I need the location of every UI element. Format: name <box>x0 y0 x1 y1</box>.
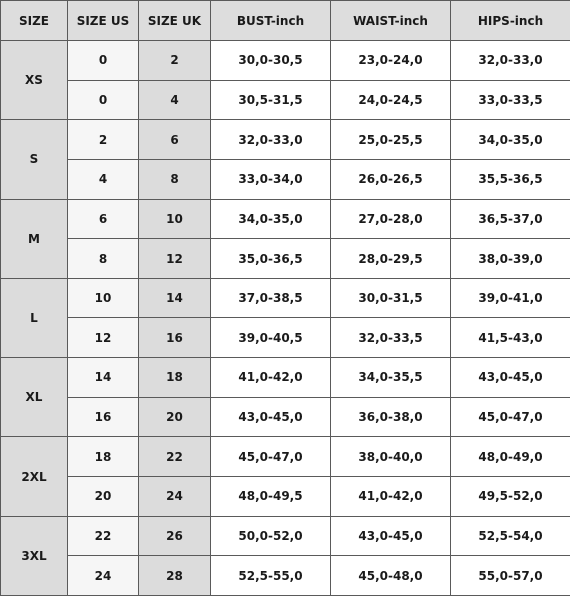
size-us-cell: 2 <box>68 120 139 160</box>
table-row <box>1 397 570 437</box>
waist-cell: 30,0-31,5 <box>331 278 451 318</box>
size-uk-cell: 20 <box>139 397 211 437</box>
header-waist: WAIST-inch <box>331 1 451 41</box>
bust-cell: 39,0-40,5 <box>211 318 331 358</box>
size-uk-cell: 12 <box>139 239 211 279</box>
hips-cell: 33,0-33,5 <box>451 80 570 120</box>
bust-cell: 32,0-33,0 <box>211 120 331 160</box>
size-label: 2XL <box>1 437 68 516</box>
hips-cell: 39,0-41,0 <box>451 278 570 318</box>
bust-cell: 30,5-31,5 <box>211 80 331 120</box>
size-label: XS <box>1 41 68 120</box>
waist-cell: 32,0-33,5 <box>331 318 451 358</box>
size-us-cell: 10 <box>68 278 139 318</box>
table-row <box>1 159 570 199</box>
size-us-cell: 4 <box>68 159 139 199</box>
size-us-cell: 20 <box>68 477 139 517</box>
table-row <box>1 358 570 398</box>
table-header <box>1 1 570 41</box>
size-label: S <box>1 120 68 199</box>
waist-cell: 41,0-42,0 <box>331 477 451 517</box>
size-uk-cell: 28 <box>139 556 211 596</box>
bust-cell: 34,0-35,0 <box>211 199 331 239</box>
size-uk-cell: 24 <box>139 477 211 517</box>
size-uk-cell: 2 <box>139 41 211 81</box>
table-row <box>1 120 570 160</box>
header-size-us: SIZE US <box>68 1 139 41</box>
size-us-cell: 18 <box>68 437 139 477</box>
hips-cell: 38,0-39,0 <box>451 239 570 279</box>
waist-cell: 27,0-28,0 <box>331 199 451 239</box>
waist-cell: 28,0-29,5 <box>331 239 451 279</box>
hips-cell: 32,0-33,0 <box>451 41 570 81</box>
header-size: SIZE <box>1 1 68 41</box>
size-us-cell: 24 <box>68 556 139 596</box>
header-size-uk: SIZE UK <box>139 1 211 41</box>
table-body <box>1 41 570 596</box>
waist-cell: 23,0-24,0 <box>331 41 451 81</box>
size-us-cell: 6 <box>68 199 139 239</box>
bust-cell: 50,0-52,0 <box>211 516 331 556</box>
table-row <box>1 239 570 279</box>
size-uk-cell: 8 <box>139 159 211 199</box>
size-us-cell: 14 <box>68 358 139 398</box>
bust-cell: 37,0-38,5 <box>211 278 331 318</box>
hips-cell: 36,5-37,0 <box>451 199 570 239</box>
waist-cell: 34,0-35,5 <box>331 358 451 398</box>
hips-cell: 43,0-45,0 <box>451 358 570 398</box>
table-row <box>1 278 570 318</box>
waist-cell: 43,0-45,0 <box>331 516 451 556</box>
size-uk-cell: 26 <box>139 516 211 556</box>
header-hips: HIPS-inch <box>451 1 570 41</box>
hips-cell: 41,5-43,0 <box>451 318 570 358</box>
waist-cell: 24,0-24,5 <box>331 80 451 120</box>
hips-cell: 34,0-35,0 <box>451 120 570 160</box>
header-bust: BUST-inch <box>211 1 331 41</box>
bust-cell: 30,0-30,5 <box>211 41 331 81</box>
header-row <box>1 1 570 41</box>
size-us-cell: 0 <box>68 41 139 81</box>
waist-cell: 45,0-48,0 <box>331 556 451 596</box>
size-uk-cell: 10 <box>139 199 211 239</box>
hips-cell: 48,0-49,0 <box>451 437 570 477</box>
bust-cell: 52,5-55,0 <box>211 556 331 596</box>
table-row <box>1 516 570 556</box>
table-row <box>1 556 570 596</box>
size-uk-cell: 22 <box>139 437 211 477</box>
bust-cell: 45,0-47,0 <box>211 437 331 477</box>
size-us-cell: 12 <box>68 318 139 358</box>
waist-cell: 25,0-25,5 <box>331 120 451 160</box>
table-row <box>1 477 570 517</box>
hips-cell: 52,5-54,0 <box>451 516 570 556</box>
table-row <box>1 199 570 239</box>
hips-cell: 35,5-36,5 <box>451 159 570 199</box>
bust-cell: 35,0-36,5 <box>211 239 331 279</box>
size-label: 3XL <box>1 516 68 595</box>
bust-cell: 48,0-49,5 <box>211 477 331 517</box>
waist-cell: 26,0-26,5 <box>331 159 451 199</box>
waist-cell: 36,0-38,0 <box>331 397 451 437</box>
size-uk-cell: 18 <box>139 358 211 398</box>
size-uk-cell: 6 <box>139 120 211 160</box>
bust-cell: 33,0-34,0 <box>211 159 331 199</box>
size-uk-cell: 16 <box>139 318 211 358</box>
waist-cell: 38,0-40,0 <box>331 437 451 477</box>
size-uk-cell: 4 <box>139 80 211 120</box>
table-row <box>1 318 570 358</box>
table-row <box>1 80 570 120</box>
table-row <box>1 41 570 81</box>
hips-cell: 55,0-57,0 <box>451 556 570 596</box>
size-us-cell: 0 <box>68 80 139 120</box>
size-us-cell: 16 <box>68 397 139 437</box>
size-label: M <box>1 199 68 278</box>
size-us-cell: 22 <box>68 516 139 556</box>
size-uk-cell: 14 <box>139 278 211 318</box>
hips-cell: 49,5-52,0 <box>451 477 570 517</box>
size-label: XL <box>1 358 68 437</box>
table-row <box>1 437 570 477</box>
bust-cell: 41,0-42,0 <box>211 358 331 398</box>
hips-cell: 45,0-47,0 <box>451 397 570 437</box>
size-label: L <box>1 278 68 357</box>
bust-cell: 43,0-45,0 <box>211 397 331 437</box>
size-us-cell: 8 <box>68 239 139 279</box>
